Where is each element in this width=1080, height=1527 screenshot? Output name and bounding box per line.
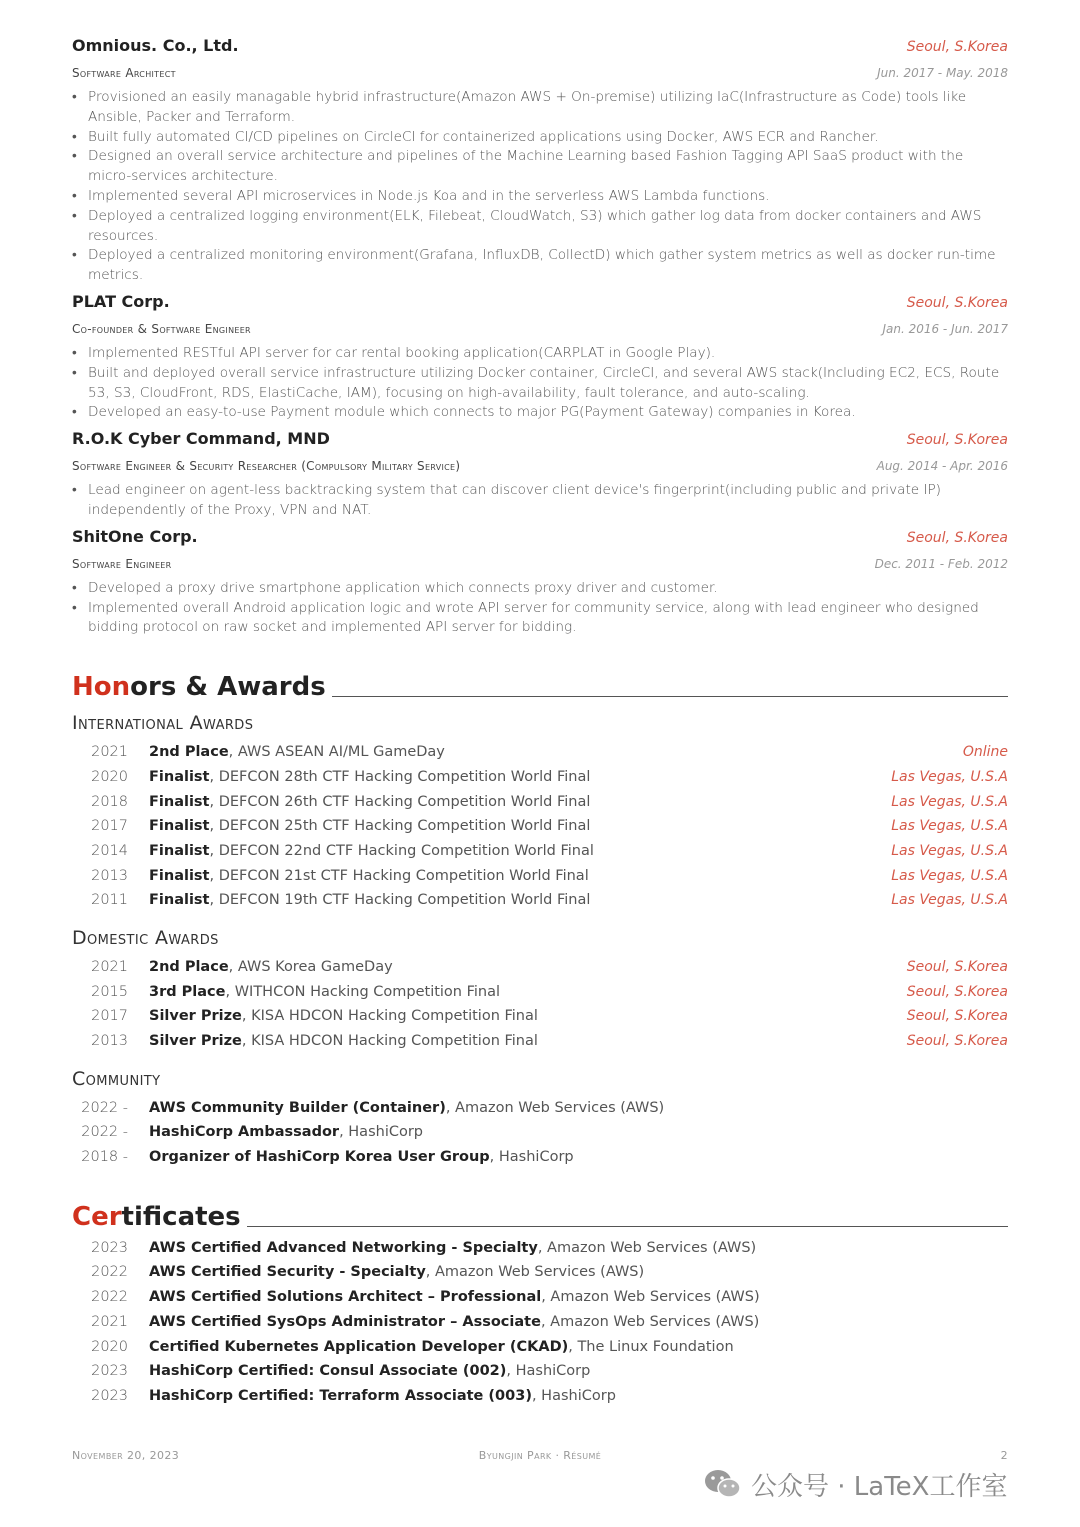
job-role: Software Engineer & Security Researcher (Compulsory Military Service)	[72, 459, 461, 474]
list-item	[72, 1363, 1008, 1388]
job-subheader	[72, 322, 1008, 342]
item-text	[149, 769, 891, 785]
list-item	[72, 1008, 1008, 1033]
item-text	[149, 1339, 1008, 1355]
list-item	[72, 1100, 1008, 1125]
item-title: Finalist	[149, 818, 210, 835]
item-text	[149, 1124, 1008, 1140]
list-item	[72, 892, 1008, 917]
item-location: Las Vegas, U.S.A	[891, 818, 1008, 835]
item-title: Organizer of HashiCorp Korea User Group	[149, 1149, 490, 1166]
honors-section-title	[72, 666, 1008, 702]
job-entry	[72, 429, 1008, 521]
bullet-item: • Built and deployed overall service infrastructure utilizing Docker container, CircleCI, and several AWS stack(Including EC2, ECS, Route 53, S3, CloudFront, RDS, ElastiCache, IAM), focusing on high-availability, fault tolerance, and auto-scaling.	[72, 364, 1008, 404]
international-awards-heading: International Awards	[72, 712, 254, 735]
item-title: AWS Certified SysOps Administrator – Associate	[149, 1313, 541, 1330]
item-detail: , Amazon Web Services (AWS)	[540, 1313, 760, 1330]
item-detail: , DEFCON 22nd CTF Hacking Competition World Final	[209, 842, 594, 859]
page-footer	[72, 1449, 1008, 1465]
bullet-item: • Implemented RESTful API server for car rental booking application(CARPLAT in Google Play).	[72, 344, 1008, 364]
job-header	[72, 36, 1008, 66]
honors-heading	[72, 672, 326, 702]
domestic-awards-list	[72, 959, 1008, 1058]
item-detail: , WITHCON Hacking Competition Final	[225, 983, 501, 1000]
list-item	[72, 959, 1008, 984]
item-year: 2022	[91, 1264, 128, 1281]
item-year: 2020	[91, 1338, 128, 1355]
bullet-item: • Built fully automated CI/CD pipelines on CircleCI for containerized applications using Docker, AWS ECR and Rancher.	[72, 128, 1008, 148]
item-detail: , DEFCON 21st CTF Hacking Competition World Final	[209, 867, 589, 884]
list-item	[72, 1240, 1008, 1265]
item-year: 2023	[91, 1239, 128, 1256]
item-location: Online	[962, 744, 1008, 761]
job-period: Jun. 2017 - May. 2018	[877, 66, 1008, 80]
footer-title: Byungjin Park · Résumé	[478, 1449, 602, 1462]
job-role: Software Architect	[72, 66, 176, 80]
item-location: Seoul, S.Korea	[906, 983, 1008, 1000]
item-title: Finalist	[149, 842, 210, 859]
certificates-heading-rest: tificates	[121, 1201, 241, 1232]
item-title: Finalist	[149, 768, 210, 785]
item-text	[149, 892, 891, 908]
job-period: Aug. 2014 - Apr. 2016	[876, 459, 1008, 474]
bullet-item: • Lead engineer on agent-less backtracking system that can discover client device's fingerprint(including public and private IP) independently of the Proxy, VPN and NAT.	[72, 481, 1008, 521]
item-detail: , DEFCON 28th CTF Hacking Competition World Final	[209, 768, 591, 785]
item-title: AWS Certified Security - Specialty	[149, 1264, 426, 1281]
item-text	[149, 1033, 907, 1049]
item-text	[149, 843, 891, 859]
honors-heading-rest: ors & Awards	[130, 672, 326, 703]
section-rule	[247, 1226, 1008, 1227]
job-location: Seoul, S.Korea	[906, 39, 1008, 55]
item-text	[149, 984, 907, 1000]
list-item	[72, 794, 1008, 819]
item-year: 2017	[91, 818, 128, 835]
job-location: Seoul, S.Korea	[906, 529, 1008, 546]
item-title: 3rd Place	[149, 983, 226, 1000]
job-location: Seoul, S.Korea	[906, 432, 1008, 449]
item-text	[149, 818, 891, 834]
item-detail: , DEFCON 26th CTF Hacking Competition World Final	[209, 793, 591, 810]
list-item	[72, 818, 1008, 843]
item-text	[149, 1149, 1008, 1165]
company-name: ShitOne Corp.	[72, 526, 198, 546]
item-detail: , DEFCON 25th CTF Hacking Competition World Final	[209, 818, 591, 835]
item-year: 2021	[91, 744, 128, 761]
job-role: Software Engineer	[72, 556, 172, 571]
item-title: AWS Certified Solutions Architect – Professional	[149, 1289, 542, 1306]
wechat-icon	[703, 1468, 743, 1500]
item-year: 2022 -	[81, 1099, 128, 1116]
item-title: Certified Kubernetes Application Developer (CKAD)	[149, 1338, 569, 1355]
item-detail: , HashiCorp	[339, 1124, 424, 1141]
item-year: 2018	[91, 793, 128, 810]
item-detail: , HashiCorp	[506, 1363, 591, 1380]
item-detail: , Amazon Web Services (AWS)	[445, 1099, 665, 1116]
item-location: Seoul, S.Korea	[906, 1033, 1008, 1050]
item-year: 2013	[91, 1033, 128, 1050]
bullet-item: • Provisioned an easily managable hybrid infrastructure(Amazon AWS + On-premise) utilizing IaC(Infrastructure as Code) tools like Ansible, Packer and Terraform.	[72, 88, 1008, 128]
item-text	[149, 744, 963, 760]
watermark-text: 公众号 · LaTeX工作室	[751, 1471, 1008, 1502]
footer-date: November 20, 2023	[72, 1449, 180, 1462]
item-title: Finalist	[149, 793, 210, 810]
item-text	[149, 794, 891, 810]
list-item	[72, 1033, 1008, 1058]
item-title: 2nd Place	[149, 958, 229, 975]
item-title: HashiCorp Certified: Terraform Associate (003)	[149, 1387, 532, 1404]
job-location: Seoul, S.Korea	[906, 294, 1008, 311]
item-year: 2011	[91, 892, 128, 909]
item-detail: , KISA HDCON Hacking Competition Final	[241, 1033, 538, 1050]
item-location: Las Vegas, U.S.A	[891, 892, 1008, 909]
certificates-heading	[72, 1202, 241, 1232]
list-item	[72, 868, 1008, 893]
item-location: Las Vegas, U.S.A	[891, 842, 1008, 859]
certificates-list	[72, 1240, 1008, 1413]
job-header	[72, 527, 1008, 557]
item-year: 2022	[91, 1289, 128, 1306]
job-entry	[72, 527, 1008, 638]
item-text	[149, 959, 907, 975]
international-awards-list	[72, 744, 1008, 917]
section-rule	[332, 696, 1008, 697]
item-location: Las Vegas, U.S.A	[891, 867, 1008, 884]
item-text	[149, 1289, 1008, 1305]
item-detail: , Amazon Web Services (AWS)	[541, 1289, 760, 1306]
item-text	[149, 868, 891, 884]
job-subheader	[72, 557, 1008, 577]
list-item	[72, 1289, 1008, 1314]
bullet-item: • Deployed a centralized logging environment(ELK, Filebeat, CloudWatch, S3) which gather log data from docker containers and AWS resources.	[72, 207, 1008, 247]
item-year: 2021	[91, 1313, 128, 1330]
item-year: 2015	[91, 983, 128, 1000]
item-detail: , DEFCON 19th CTF Hacking Competition World Final	[209, 892, 591, 909]
job-period: Jan. 2016 - Jun. 2017	[882, 321, 1008, 336]
list-item	[72, 769, 1008, 794]
honors-heading-accent: Hon	[72, 672, 131, 703]
item-location: Las Vegas, U.S.A	[891, 768, 1008, 785]
item-text	[149, 1264, 1008, 1280]
item-detail: , KISA HDCON Hacking Competition Final	[241, 1008, 538, 1025]
item-detail: , HashiCorp	[531, 1387, 616, 1404]
list-item	[72, 1149, 1008, 1174]
item-title: AWS Certified Advanced Networking - Specialty	[149, 1239, 538, 1256]
footer-page-number: 2	[1000, 1449, 1008, 1462]
domestic-awards-heading: Domestic Awards	[72, 926, 219, 949]
job-subheader	[72, 459, 1008, 479]
list-item	[72, 1264, 1008, 1289]
job-header	[72, 292, 1008, 322]
item-title: AWS Community Builder (Container)	[149, 1099, 446, 1116]
job-bullets	[72, 344, 1008, 423]
company-name: PLAT Corp.	[72, 291, 170, 311]
community-heading: Community	[72, 1067, 161, 1090]
item-text	[149, 1240, 1008, 1256]
item-location: Seoul, S.Korea	[906, 1008, 1008, 1025]
list-item	[72, 744, 1008, 769]
item-year: 2018 -	[81, 1149, 128, 1166]
item-title: Silver Prize	[149, 1008, 242, 1025]
item-year: 2017	[91, 1008, 128, 1025]
job-subheader	[72, 66, 1008, 86]
watermark	[703, 1466, 1007, 1502]
bullet-item: • Implemented overall Android application logic and wrote API server for community service, along with lead engineer who designed bidding protocol on raw socket and implemented API server for bidding.	[72, 599, 1008, 639]
bullet-item: • Deployed a centralized monitoring environment(Grafana, InfluxDB, CollectD) which gather system metrics as well as docker run-time metrics.	[72, 246, 1008, 286]
item-location: Las Vegas, U.S.A	[891, 793, 1008, 810]
list-item	[72, 984, 1008, 1009]
item-detail: , The Linux Foundation	[568, 1338, 734, 1355]
item-detail: , Amazon Web Services (AWS)	[425, 1264, 645, 1281]
item-year: 2013	[91, 867, 128, 884]
experience-list	[72, 36, 1008, 638]
job-header	[72, 429, 1008, 459]
job-entry	[72, 292, 1008, 423]
job-bullets	[72, 579, 1008, 638]
item-title: Finalist	[149, 867, 210, 884]
list-item	[72, 1388, 1008, 1413]
item-text	[149, 1314, 1008, 1330]
job-bullets	[72, 481, 1008, 521]
resume-page	[72, 36, 1008, 1413]
certificates-section-title	[72, 1196, 1008, 1232]
bullet-item: • Developed a proxy drive smartphone application which connects proxy driver and customer.	[72, 579, 1008, 599]
list-item	[72, 1314, 1008, 1339]
item-detail: , HashiCorp	[489, 1149, 574, 1166]
company-name: R.O.K Cyber Command, MND	[72, 429, 330, 449]
item-title: HashiCorp Certified: Consul Associate (002)	[149, 1363, 507, 1380]
bullet-item: • Developed an easy-to-use Payment module which connects to major PG(Payment Gateway) companies in Korea.	[72, 403, 1008, 423]
list-item	[72, 1124, 1008, 1149]
item-text	[149, 1363, 1008, 1379]
community-list	[72, 1100, 1008, 1174]
list-item	[72, 1339, 1008, 1364]
list-item	[72, 843, 1008, 868]
item-title: Finalist	[149, 892, 210, 909]
item-title: Silver Prize	[149, 1033, 242, 1050]
certificates-heading-accent: Cer	[72, 1201, 122, 1232]
item-title: 2nd Place	[149, 744, 229, 761]
item-year: 2023	[91, 1387, 128, 1404]
bullet-item: • Implemented several API microservices in Node.js Koa and in the serverless AWS Lambda functions.	[72, 187, 1008, 207]
item-text	[149, 1008, 907, 1024]
job-bullets	[72, 88, 1008, 286]
item-location: Seoul, S.Korea	[906, 958, 1008, 975]
item-year: 2022 -	[81, 1124, 128, 1141]
bullet-item: • Designed an overall service architecture and pipelines of the Machine Learning based Fashion Tagging API SaaS product with the micro-services architecture.	[72, 147, 1008, 187]
job-period: Dec. 2011 - Feb. 2012	[874, 556, 1008, 571]
item-year: 2023	[91, 1363, 128, 1380]
item-text	[149, 1388, 1008, 1404]
item-detail: , AWS Korea GameDay	[228, 958, 393, 975]
item-year: 2014	[91, 842, 128, 859]
item-year: 2021	[91, 958, 128, 975]
company-name: Omnious. Co., Ltd.	[72, 36, 239, 55]
item-detail: , AWS ASEAN AI/ML GameDay	[228, 744, 445, 761]
job-role: Co-founder & Software Engineer	[72, 321, 251, 336]
item-detail: , Amazon Web Services (AWS)	[537, 1239, 757, 1256]
item-title: HashiCorp Ambassador	[149, 1124, 340, 1141]
job-entry	[72, 36, 1008, 286]
item-text	[149, 1100, 1008, 1116]
item-year: 2020	[91, 768, 128, 785]
